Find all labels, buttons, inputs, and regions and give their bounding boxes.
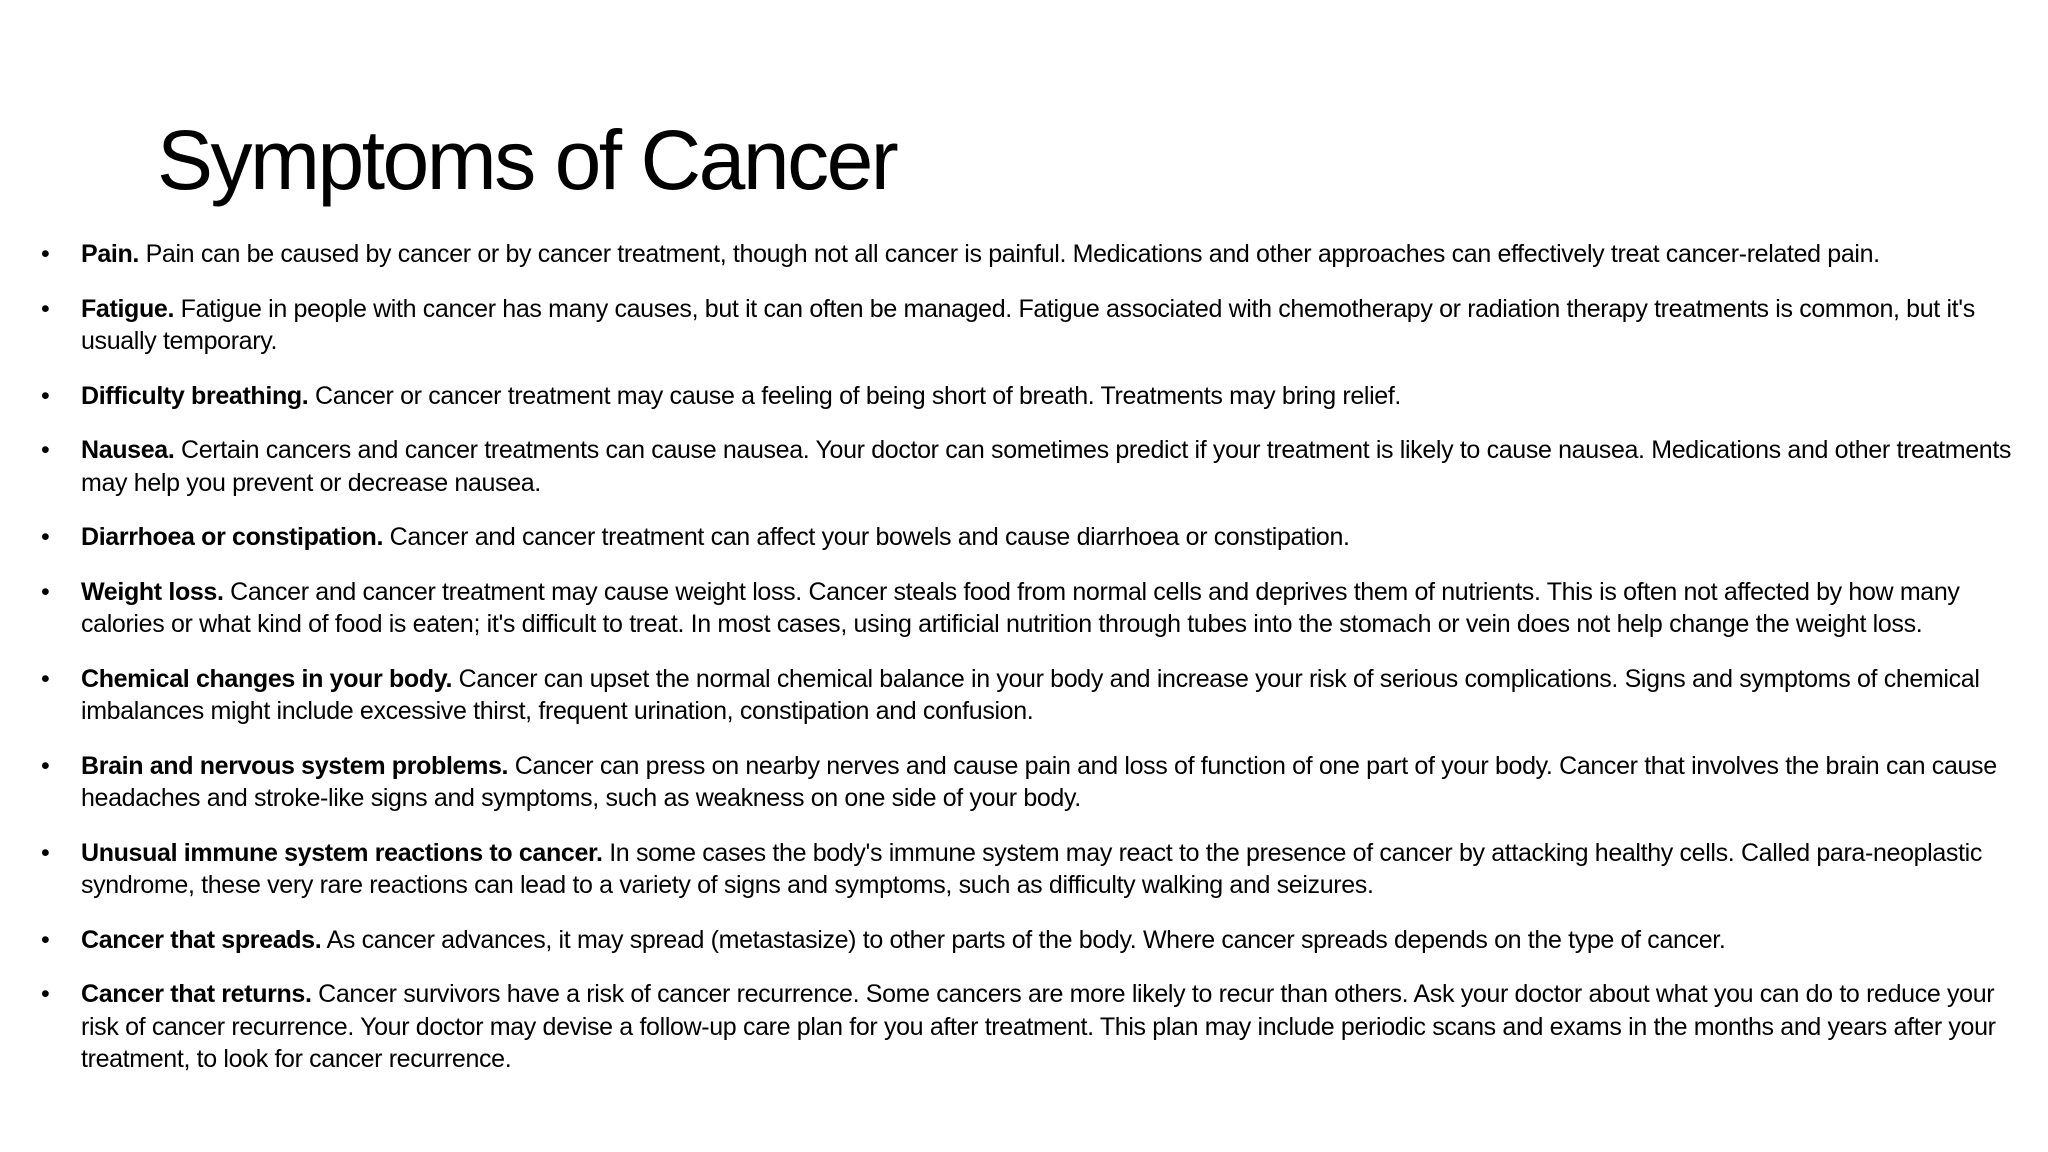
symptom-description: Pain can be caused by cancer or by cancer treatment, though not all cancer is painful. Medications and other approaches can effectively treat cancer-related pain. xyxy=(139,240,1880,268)
symptom-item xyxy=(38,750,2018,815)
symptom-term: Brain and nervous system problems. xyxy=(81,751,509,780)
symptom-term: Diarrhoea or constipation. xyxy=(81,523,384,551)
bullet-dot-icon: • xyxy=(41,523,50,551)
symptom-description: In some cases the body's immune system may react to the presence of cancer by attacking healthy cells. Called para-neoplastic syndrome, these very rare reactions can lead to a variety of signs and symptoms, such as difficulty walking and seizures. xyxy=(81,838,1983,899)
symptom-item xyxy=(38,663,2018,728)
bullet-dot-icon: • xyxy=(41,664,50,693)
symptom-item xyxy=(38,576,2018,641)
symptom-description: Certain cancers and cancer treatments can cause nausea. Your doctor can sometimes predict if your treatment is likely to cause nausea. Medications and other treatments may help you prevent or decrease nausea. xyxy=(81,436,2012,497)
bullet-dot-icon: • xyxy=(41,436,50,464)
symptom-term: Cancer that spreads. xyxy=(81,925,322,954)
symptom-description: As cancer advances, it may spread (metastasize) to other parts of the body. Where cancer spreads depends on the type of cancer. xyxy=(321,925,1726,954)
symptom-description: Cancer and cancer treatment may cause weight loss. Cancer steals food from normal cells and deprives them of nutrients. This is often not affected by how many calories or what kind of food is eaten; it's difficult to treat. In most cases, using artificial nutrition through tubes into the stomach or vein does not help change the weight loss. xyxy=(81,577,1960,638)
symptom-description: Cancer and cancer treatment can affect your bowels and cause diarrhoea or constipation. xyxy=(383,523,1350,551)
symptom-description: Cancer survivors have a risk of cancer recurrence. Some cancers are more likely to recur than others. Ask your doctor about what you can do to reduce your risk of cancer recurrence. Your doctor may devise a follow-up care plan for you after treatment. This plan may include periodic scans and exams in the months and years after your treatment, to look for cancer recurrence. xyxy=(81,980,1996,1073)
bullet-dot-icon: • xyxy=(41,980,50,1008)
symptom-term: Fatigue. xyxy=(81,294,175,323)
symptom-description: Cancer can press on nearby nerves and cause pain and loss of function of one part of your body. Cancer that involves the brain can cause headaches and stroke-like signs and symptoms, such as weakness on one side of your body. xyxy=(81,751,1997,812)
slide-title: Symptoms of Cancer xyxy=(157,113,897,207)
symptom-item xyxy=(38,837,2018,902)
symptom-item xyxy=(38,380,2018,413)
symptom-item xyxy=(38,238,2018,271)
symptom-term: Unusual immune system reactions to cancer. xyxy=(81,838,603,867)
symptom-description: Fatigue in people with cancer has many causes, but it can often be managed. Fatigue associated with chemotherapy or radiation therapy treatments is common, but it's usually temporary. xyxy=(81,294,1975,355)
bullet-dot-icon: • xyxy=(41,751,50,780)
symptom-description: Cancer or cancer treatment may cause a feeling of being short of breath. Treatments may bring relief. xyxy=(308,381,1402,410)
bullet-dot-icon: • xyxy=(41,577,50,606)
symptom-term: Cancer that returns. xyxy=(81,980,312,1008)
symptom-item xyxy=(38,521,2018,554)
symptom-term: Nausea. xyxy=(81,436,175,464)
symptom-description: Cancer can upset the normal chemical balance in your body and increase your risk of serious complications. Signs and symptoms of chemical imbalances might include excessive thirst, frequent urination, constipation and confusion. xyxy=(81,664,1980,725)
symptom-item xyxy=(38,924,2018,957)
bullet-dot-icon: • xyxy=(41,838,50,867)
symptom-term: Chemical changes in your body. xyxy=(81,664,453,693)
bullet-dot-icon: • xyxy=(41,925,50,954)
symptom-item xyxy=(38,293,2018,358)
bullet-dot-icon: • xyxy=(41,240,50,268)
bullet-dot-icon: • xyxy=(41,381,50,410)
symptom-item xyxy=(38,978,2018,1076)
bullet-dot-icon: • xyxy=(41,294,50,323)
symptom-term: Weight loss. xyxy=(81,577,224,606)
symptom-list xyxy=(38,238,2018,1098)
symptom-item xyxy=(38,434,2018,499)
symptom-term: Pain. xyxy=(81,240,139,268)
symptom-term: Difficulty breathing. xyxy=(81,381,309,410)
